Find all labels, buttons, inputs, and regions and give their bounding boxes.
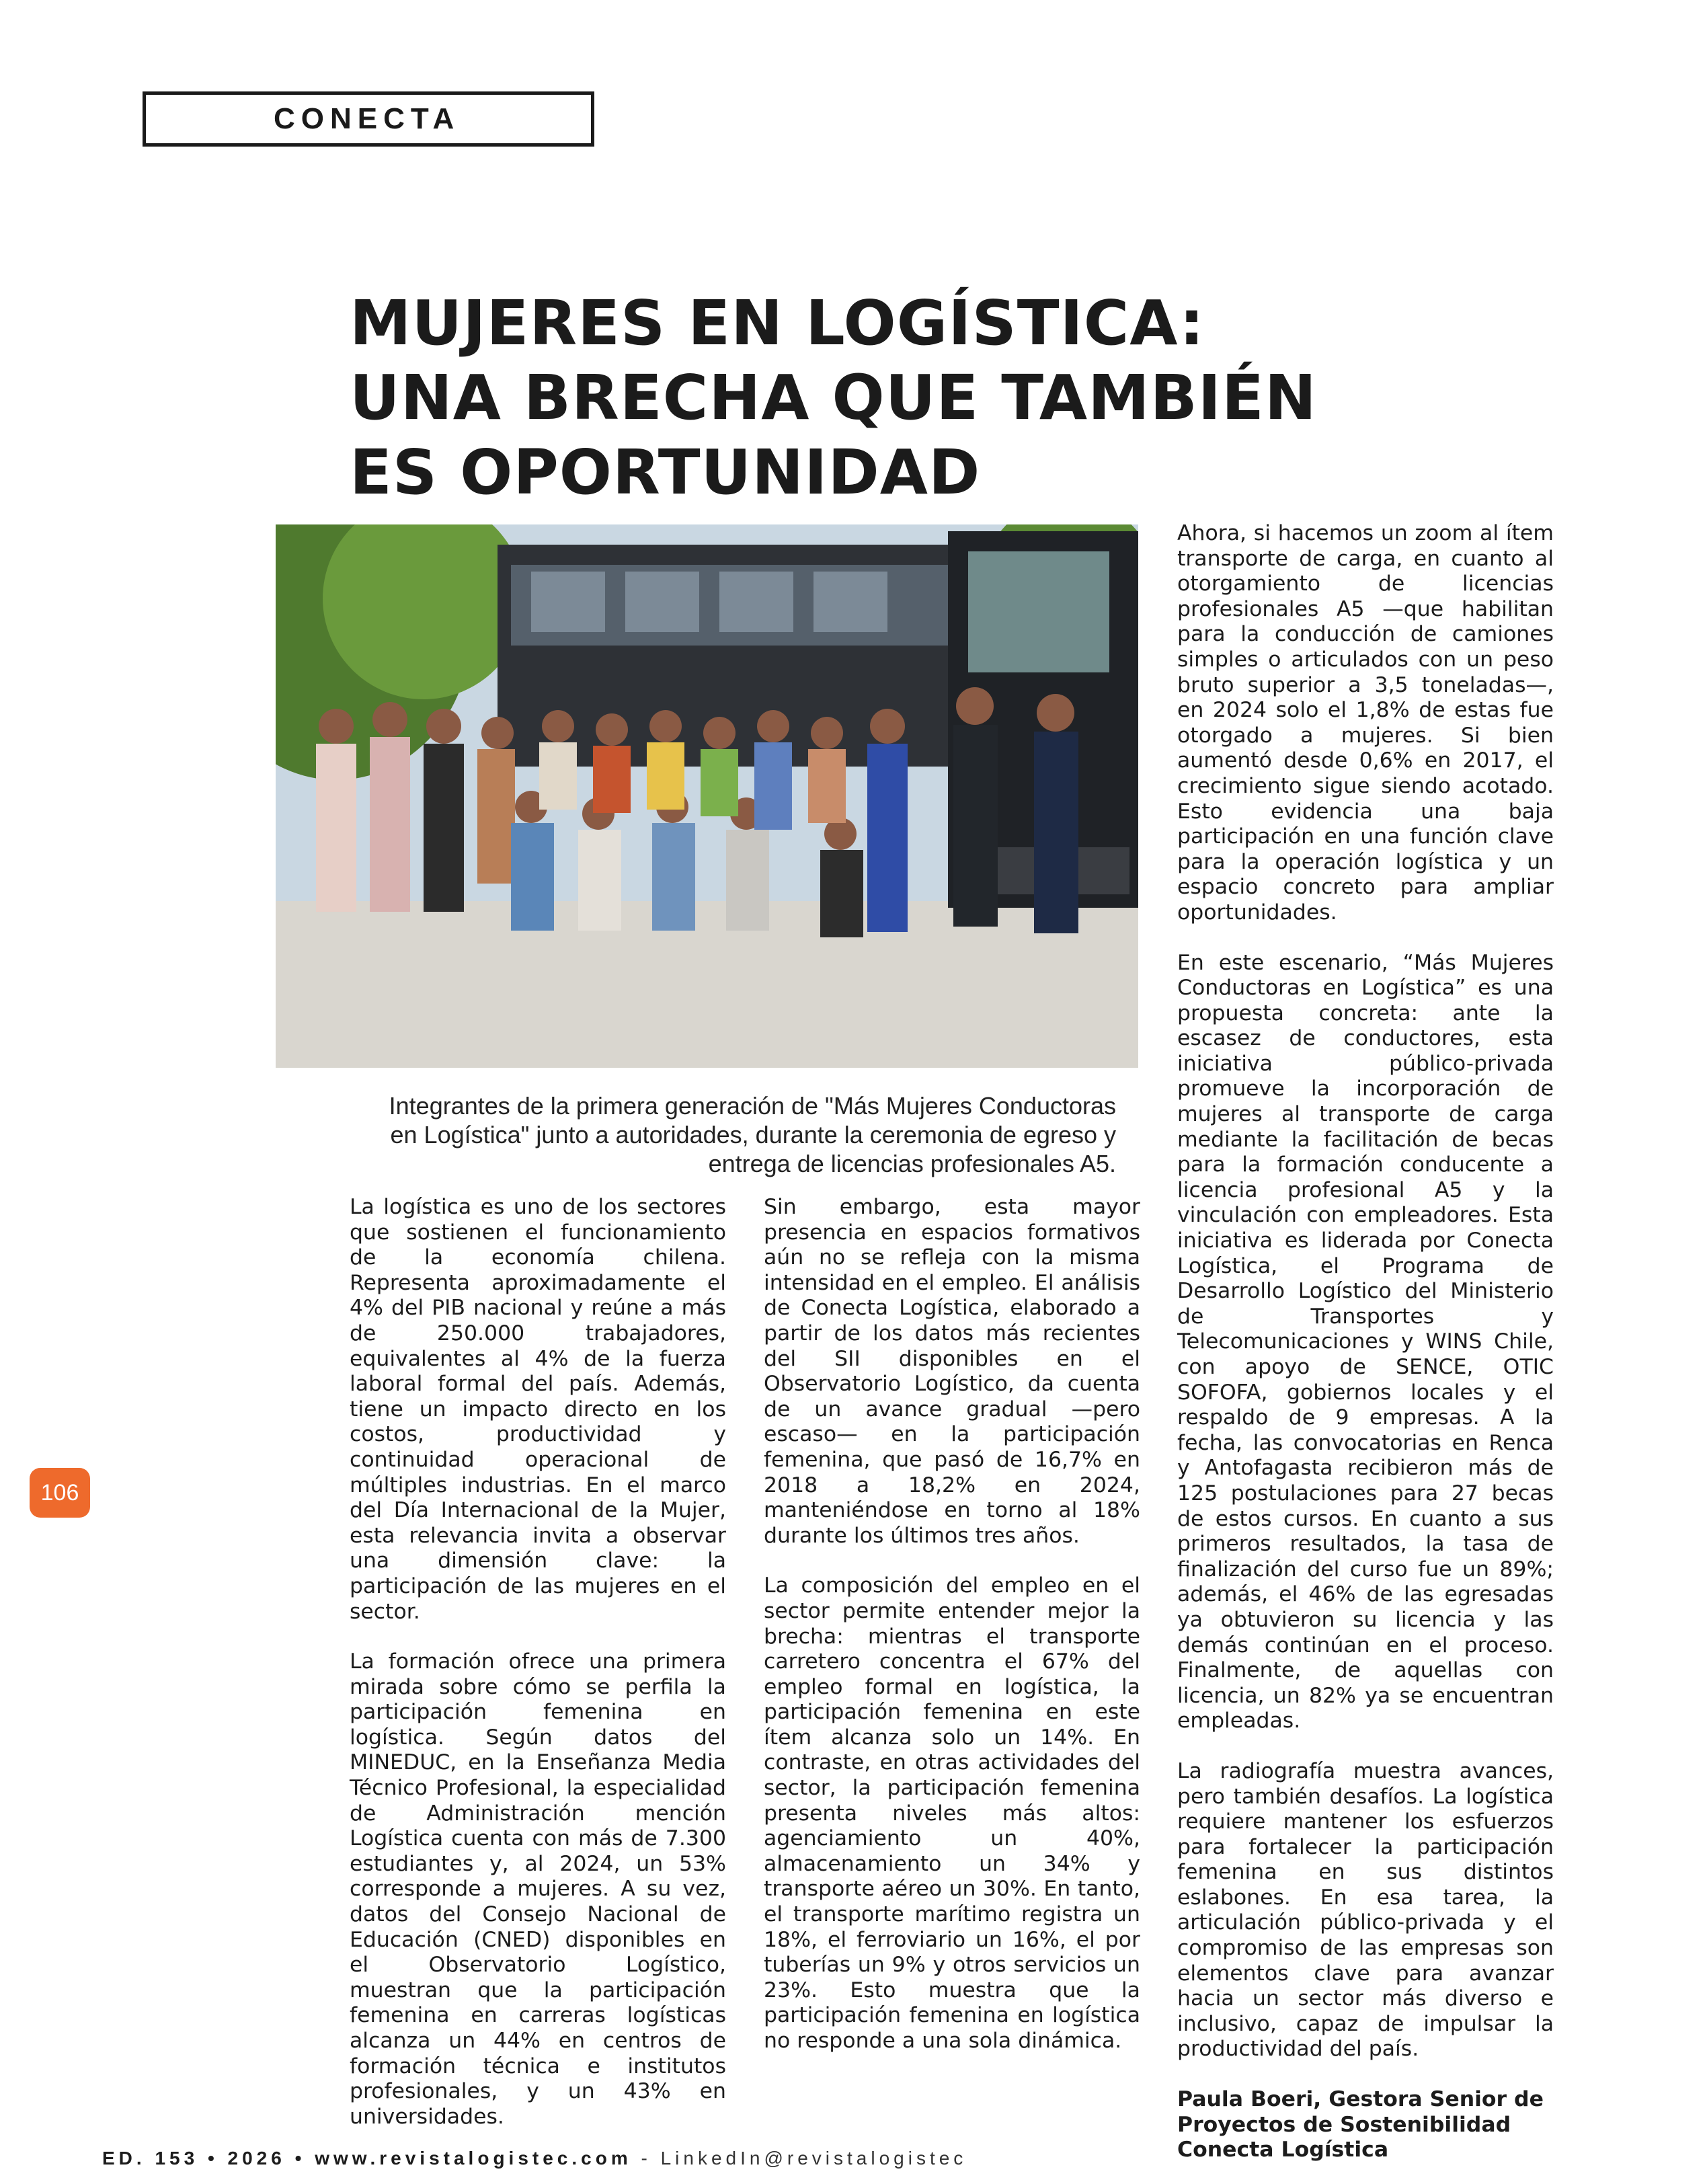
signature-line-1: Paula Boeri, Gestora Senior de — [1177, 2087, 1544, 2112]
paragraph: La radiografía muestra avances, pero también desafíos. La logística requiere mantener los esfuerzos para fortalecer la participación femenina en sus distintos eslabones. En esa tarea, la articulación público-privada y el compromiso de las empresas son elementos clave para avanzar hacia un sector más diverso e inclusivo, capaz de impulsar la productividad del país. — [1177, 1758, 1554, 2062]
photo-caption: Integrantes de la primera generación de "Más Mujeres Conductoras en Logística" junto a autoridades, durante la ceremonia de egreso y entrega de licencias profesionales A5. — [389, 1092, 1116, 1177]
title-line-1: MUJERES EN LOGÍSTICA: — [350, 287, 1205, 359]
title-line-3: ES OPORTUNIDAD — [350, 436, 981, 508]
signature-line-2: Proyectos de Sostenibilidad — [1177, 2112, 1511, 2137]
title-line-2: UNA BRECHA QUE TAMBIÉN — [350, 362, 1317, 434]
article-title — [350, 286, 1358, 510]
page-number-badge: 106 — [30, 1468, 90, 1518]
page-footer — [102, 2148, 1649, 2169]
paragraph: La formación ofrece una primera mirada sobre cómo se perfila la participación femenina en logística. Según datos del MINEDUC, en la Enseñanza Media Técnico Profesional, la especialidad de Administración mención Logística cuenta con más de 7.300 estudiantes y, al 2024, un 53% corresponde a mujeres. A su vez, datos del Consejo Nacional de Educación (CNED) disponibles en el Observatorio Logístico, muestran que la participación femenina en carreras logísticas alcanza un 44% en centros de formación técnica e institutos profesionales, y un 43% en universidades. — [350, 1649, 726, 2129]
article-column-2 — [764, 1195, 1140, 2079]
paragraph: Ahora, si hacemos un zoom al ítem transporte de carga, en cuanto al otorgamiento de licencias profesionales A5 —que habilitan para la conducción de camiones simples o articulados con un peso bruto superior a 3,5 toneladas—, en 2024 solo el 1,8% de estas fue otorgado a mujeres. Si bien aumentó desde 0,6% en 2017, el crecimiento sigue siendo acotado. Esto evidencia una baja participación en una función clave para la operación logística y un espacio concreto para ampliar oportunidades. — [1177, 521, 1554, 925]
article-column-1 — [350, 1195, 726, 2154]
paragraph: La logística es uno de los sectores que sostienen el funcionamiento de la economía chilena. Representa aproximadamente el 4% del PIB nacional y reúne a más de 250.000 trabajadores, equivalentes al 4% de la fuerza laboral formal del país. Además, tiene un impacto directo en los costos, productividad y continuidad operacional de múltiples industrias. En el marco del Día Internacional de la Mujer, esta relevancia invita a observar una dimensión clave: la participación de las mujeres en el sector. — [350, 1195, 726, 1624]
footer-edition: ED. 153 • 2026 • — [102, 2148, 306, 2169]
article-photo — [276, 524, 1138, 1068]
group-photo-illustration — [276, 524, 1138, 1068]
footer-website[interactable]: www.revistalogistec.com — [315, 2148, 632, 2169]
article-column-3 — [1177, 521, 1554, 2163]
paragraph: Sin embargo, esta mayor presencia en espacios formativos aún no se refleja con la misma intensidad en el empleo. El análisis de Conecta Logística, elaborado a partir de los datos más recientes del SII disponibles en el Observatorio Logístico, da cuenta de un avance gradual —pero escaso— en la participación femenina, que pasó de 16,7% en 2018 a 18,2% en 2024, manteniéndose en torno al 18% durante los últimos tres años. — [764, 1195, 1140, 1548]
footer-social[interactable]: - LinkedIn@revistalogistec — [641, 2148, 967, 2169]
paragraph: En este escenario, “Más Mujeres Conductoras en Logística” es una propuesta concreta: ante la escasez de conductores, esta iniciativa público-privada promueve la incorporación de mujeres al transporte de carga mediante la facilitación de becas para la formación conducente a licencia profesional A5 y la vinculación con empleadores. Esta iniciativa es liderada por Conecta Logística, el Programa de Desarrollo Logístico del Ministerio de Transportes y Telecomunicaciones y WINS Chile, con apoyo de SENCE, OTIC SOFOFA, gobiernos locales y el respaldo de 9 empresas. A la fecha, las convocatorias en Renca y Antofagasta recibieron más de 125 postulaciones para 27 becas de estos cursos. En cuanto a sus primeros resultados, la tasa de finalización del curso fue un 89%; además, el 46% de las egresadas ya obtuvieron su licencia y las demás continúan en el proceso. Finalmente, de aquellas con licencia, un 82% ya se encuentran empleadas. — [1177, 950, 1554, 1733]
section-label: CONECTA — [143, 91, 594, 147]
paragraph: La composición del empleo en el sector permite entender mejor la brecha: mientras el transporte carretero concentra el 67% del empleo formal en logística, la participación femenina en este ítem alcanza solo un 14%. En contraste, en otras actividades del sector, la participación femenina presenta niveles más altos: agenciamiento un 40%, almacenamiento un 34% y transporte aéreo un 30%. En tanto, el transporte marítimo registra un 18%, el ferroviario un 16%, el por tuberías un 9% y otros servicios un 23%. Esto muestra que la participación femenina en logística no responde a una sola dinámica. — [764, 1573, 1140, 2053]
signature-line-3: Conecta Logística — [1177, 2138, 1389, 2162]
